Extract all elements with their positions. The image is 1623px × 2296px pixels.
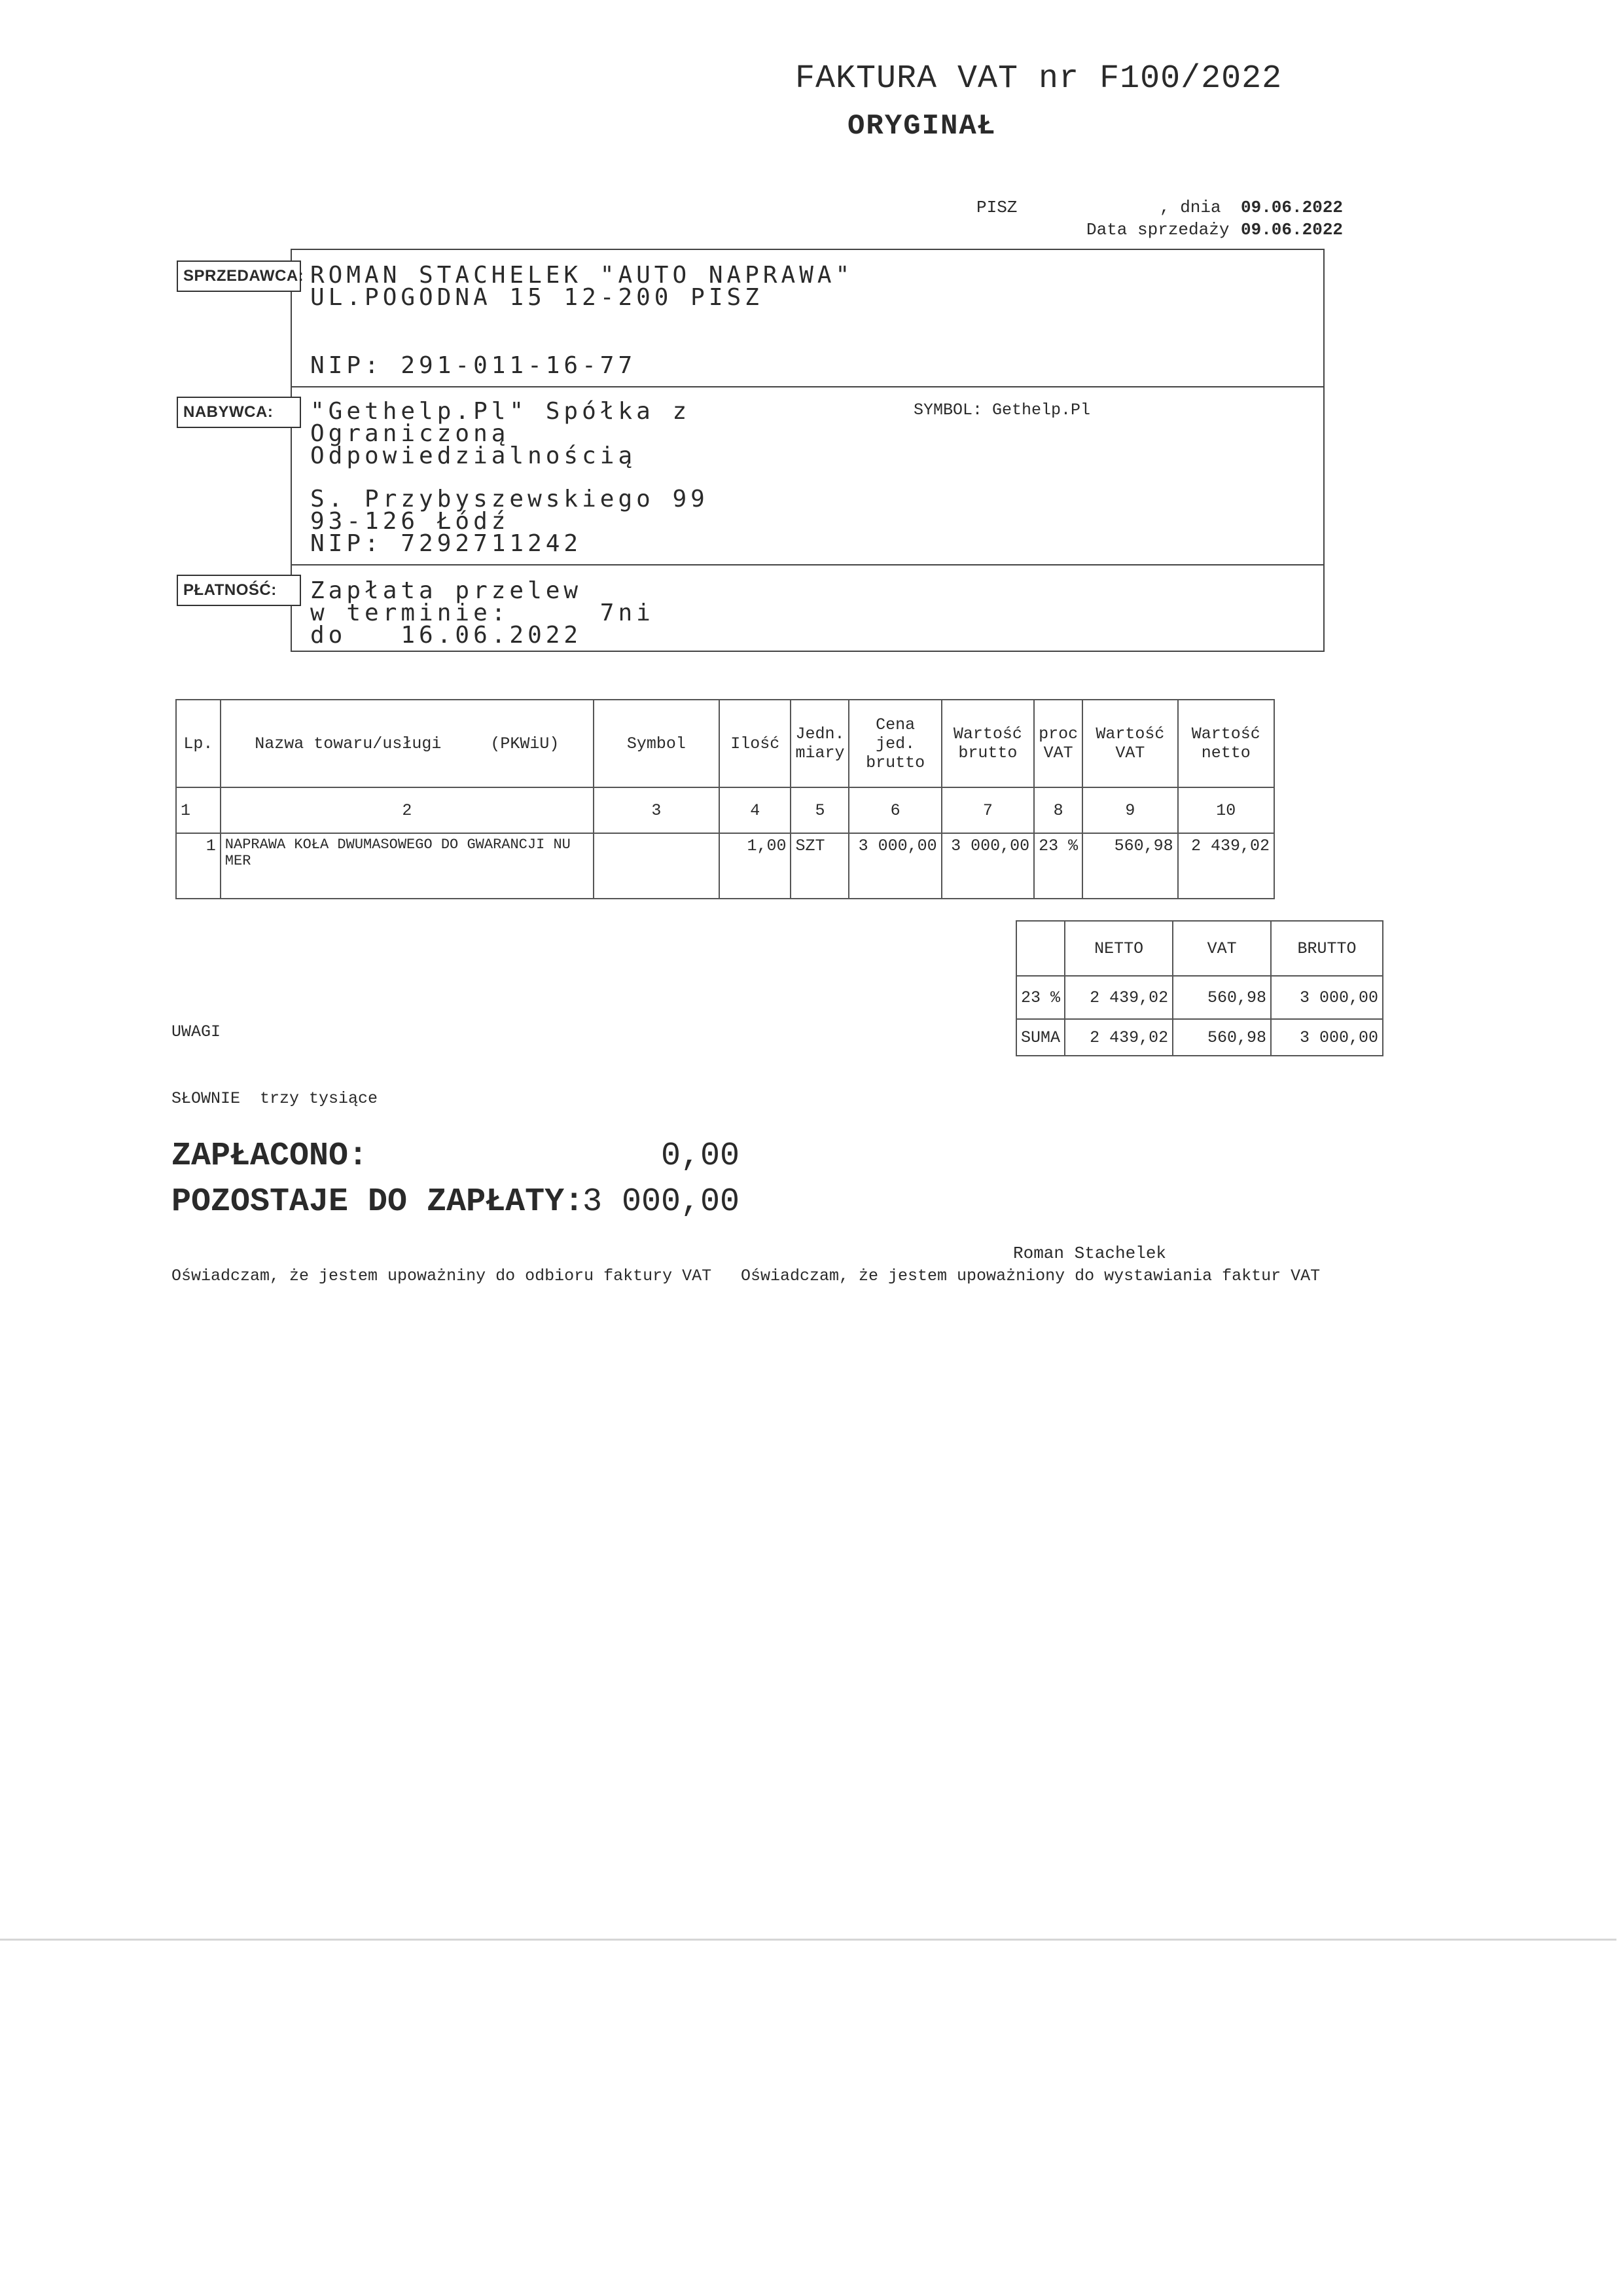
item-name-line2: MER [224, 853, 251, 869]
issuer-statement: Oświadczam, że jestem upoważniony do wystawiania faktur VAT [741, 1266, 1321, 1285]
paid-amount: 0,00 [660, 1138, 740, 1175]
item-price: 3 000,00 [849, 833, 941, 899]
sale-date: 09.06.2022 [1241, 220, 1344, 240]
col-number: 9 [1082, 787, 1177, 833]
table-row [1016, 976, 1383, 1019]
col-number: 2 [221, 787, 594, 833]
col-symbol-header: Symbol [594, 700, 719, 787]
col-number: 7 [942, 787, 1035, 833]
col-pkwiu-title: (PKWiU) [490, 734, 560, 753]
col-net-line2: netto [1201, 744, 1251, 762]
col-name-header [221, 700, 594, 787]
issue-date-label: , dnia [1160, 198, 1221, 217]
invoice-title: FAKTURA VAT nr F100/2022 [795, 60, 1283, 98]
item-name [221, 833, 594, 899]
col-unit-header [791, 700, 849, 787]
col-vatrate-header [1034, 700, 1082, 787]
buyer-city: 93-126 Łódź [310, 508, 510, 535]
col-net-line1: Wartość [1191, 725, 1260, 744]
vat-summary-table [1016, 920, 1383, 1056]
col-qty-header: Ilość [719, 700, 791, 787]
summary-header-row [1016, 921, 1383, 976]
col-number: 5 [791, 787, 849, 833]
issue-place: PISZ [976, 198, 1018, 217]
items-colnumber-row [176, 787, 1274, 833]
col-vatvalue-line2: VAT [1115, 744, 1145, 762]
buyer-name-line2: Ograniczoną [310, 420, 510, 447]
item-lp: 1 [176, 833, 221, 899]
col-unit-line2: miary [795, 744, 845, 762]
item-unit: SZT [791, 833, 849, 899]
amount-in-words: SŁOWNIE trzy tysiące [171, 1089, 378, 1108]
col-vatrate-line2: VAT [1043, 744, 1073, 762]
paid-label: ZAPŁACONO: [171, 1138, 368, 1175]
issue-date: 09.06.2022 [1241, 198, 1344, 217]
summary-total-gross: 3 000,00 [1271, 1019, 1383, 1056]
summary-total-label: SUMA [1016, 1019, 1065, 1056]
col-number: 3 [594, 787, 719, 833]
buyer-symbol: SYMBOL: Gethelp.Pl [914, 401, 1091, 420]
col-name-title: Nazwa towaru/usługi [255, 734, 442, 753]
col-gross-header [942, 700, 1035, 787]
summary-vat-header: VAT [1173, 921, 1271, 976]
sale-date-label: Data sprzedaży [1086, 220, 1230, 240]
items-header-row [176, 700, 1274, 787]
summary-corner [1016, 921, 1065, 976]
buyer-statement: Oświadczam, że jestem upoważniny do odbioru faktury VAT [171, 1266, 712, 1285]
summary-gross: 3 000,00 [1271, 976, 1383, 1019]
divider [291, 564, 1323, 565]
col-vatvalue-line1: Wartość [1096, 725, 1165, 744]
col-net-header [1178, 700, 1274, 787]
item-vat-rate: 23 % [1034, 833, 1082, 899]
notes-label: UWAGI [171, 1022, 221, 1041]
summary-net: 2 439,02 [1065, 976, 1173, 1019]
col-number: 10 [1178, 787, 1274, 833]
table-row [176, 833, 1274, 899]
table-row [1016, 1019, 1383, 1056]
item-name-line1: NAPRAWA KOŁA DWUMASOWEGO DO GWARANCJI NU [224, 836, 571, 853]
buyer-name-line3: Odpowiedzialnością [310, 442, 637, 469]
summary-rate: 23 % [1016, 976, 1065, 1019]
seller-nip: NIP: 291-011-16-77 [310, 352, 637, 379]
payment-method: Zapłata przelew [310, 577, 582, 604]
col-price-header [849, 700, 941, 787]
issuer-name: Roman Stachelek [1013, 1244, 1167, 1263]
item-gross: 3 000,00 [942, 833, 1035, 899]
summary-gross-header: BRUTTO [1271, 921, 1383, 976]
col-number: 8 [1034, 787, 1082, 833]
item-symbol [594, 833, 719, 899]
invoice-copy-type: ORYGINAŁ [847, 110, 997, 143]
seller-address: UL.POGODNA 15 12-200 PISZ [310, 284, 763, 311]
buyer-nip: NIP: 7292711242 [310, 530, 582, 557]
seller-label: SPRZEDAWCA: [177, 260, 301, 292]
payment-term: w terminie: 7ni [310, 600, 654, 626]
remaining-amount: 3 000,00 [582, 1183, 740, 1221]
item-vat-value: 560,98 [1082, 833, 1177, 899]
col-gross-line1: Wartość [953, 725, 1022, 744]
buyer-name-line1: "Gethelp.Pl" Spółka z [310, 398, 691, 425]
scan-edge-line [0, 1939, 1616, 1941]
seller-name: ROMAN STACHELEK "AUTO NAPRAWA" [310, 262, 854, 289]
summary-total-vat: 560,98 [1173, 1019, 1271, 1056]
col-number: 1 [176, 787, 221, 833]
col-lp-header: Lp. [176, 700, 221, 787]
col-gross-line2: brutto [958, 744, 1018, 762]
col-price-line2: brutto [866, 753, 925, 772]
items-table [175, 699, 1275, 899]
remaining-label: POZOSTAJE DO ZAPŁATY: [171, 1183, 584, 1221]
buyer-street: S. Przybyszewskiego 99 [310, 486, 709, 512]
summary-total-net: 2 439,02 [1065, 1019, 1173, 1056]
col-price-line1: Cena jed. [876, 715, 916, 753]
payment-due-date: do 16.06.2022 [310, 622, 582, 649]
col-number: 4 [719, 787, 791, 833]
buyer-label: NABYWCA: [177, 397, 301, 428]
col-unit-line1: Jedn. [795, 725, 845, 744]
col-vatvalue-header [1082, 700, 1177, 787]
divider [291, 386, 1323, 387]
item-net: 2 439,02 [1178, 833, 1274, 899]
col-vatrate-line1: proc [1039, 725, 1079, 744]
payment-label: PŁATNOŚĆ: [177, 575, 301, 606]
item-qty: 1,00 [719, 833, 791, 899]
col-number: 6 [849, 787, 941, 833]
summary-vat: 560,98 [1173, 976, 1271, 1019]
summary-net-header: NETTO [1065, 921, 1173, 976]
